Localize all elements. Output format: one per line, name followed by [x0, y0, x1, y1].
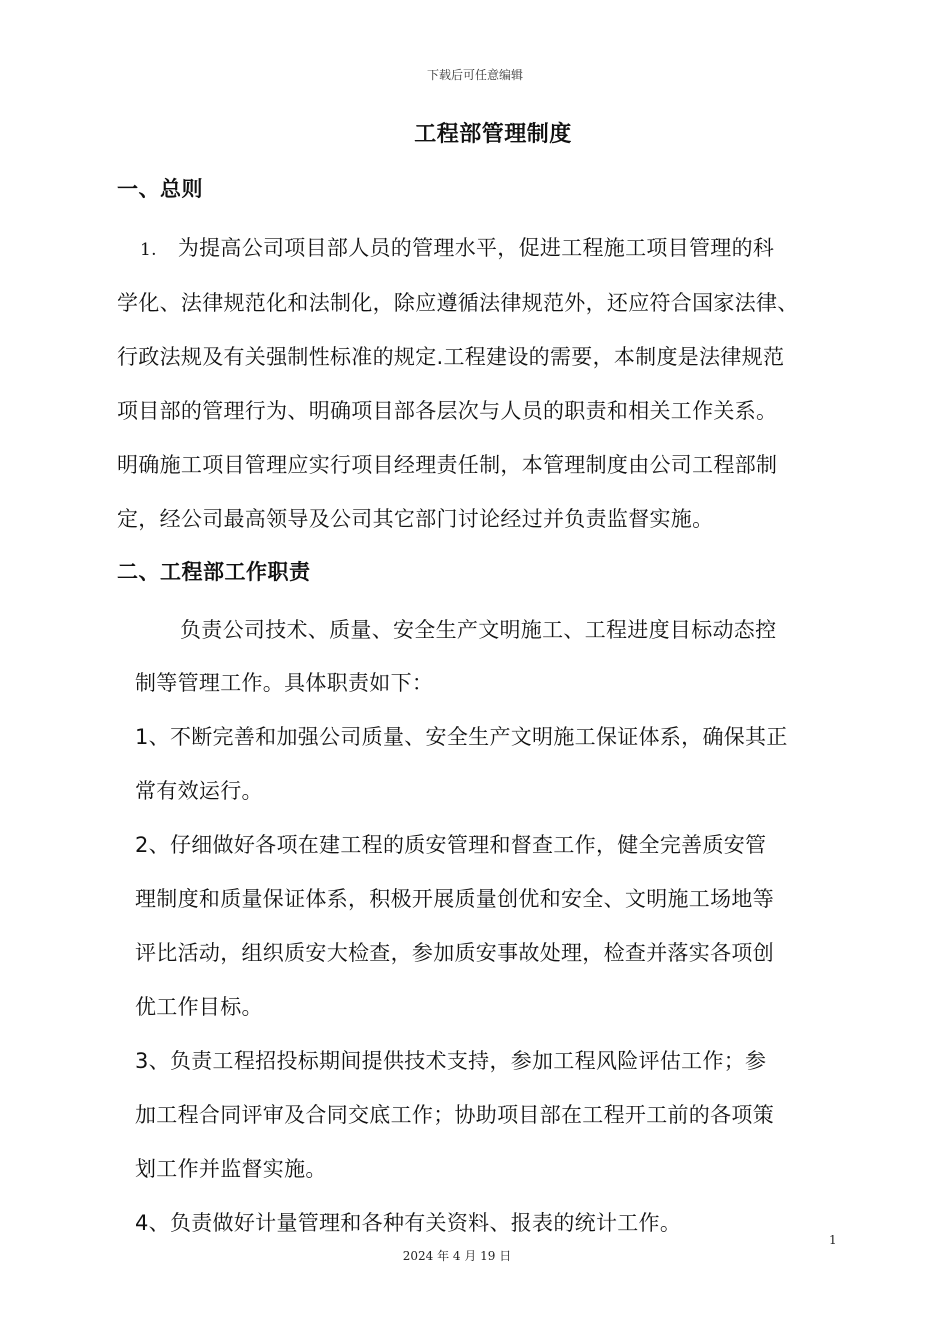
list-item-line: 加工程合同评审及合同交底工作；协助项目部在工程开工前的各项策: [135, 1103, 774, 1127]
page-footer-date: 2024 年 4 月 19 日: [402, 1249, 512, 1263]
list-item-line: 划工作并监督实施。: [135, 1157, 327, 1181]
paragraph-line: [140, 232, 774, 262]
list-item-line: 4、负责做好计量管理和各种有关资料、报表的统计工作。: [135, 1211, 682, 1235]
paragraph-line: 制等管理工作。具体职责如下：: [135, 671, 434, 695]
item-number: 1.: [140, 240, 157, 260]
paragraph-line: 学化、法律规范化和法制化，除应遵循法律规范外，还应符合国家法律、: [117, 291, 799, 315]
list-item-line: 1、不断完善和加强公司质量、安全生产文明施工保证体系，确保其正: [135, 725, 788, 749]
list-item-line: 3、负责工程招投标期间提供技术支持，参加工程风险评估工作；参: [135, 1049, 767, 1073]
list-item-line: 理制度和质量保证体系，积极开展质量创优和安全、文明施工场地等: [135, 887, 774, 911]
paragraph-line: 行政法规及有关强制性标准的规定.工程建设的需要，本制度是法律规范: [117, 345, 785, 369]
page-header: 下载后可任意编辑: [426, 68, 523, 82]
list-item-line: 2、仔细做好各项在建工程的质安管理和督查工作，健全完善质安管: [135, 833, 767, 857]
list-item-line: 常有效运行。: [135, 779, 263, 803]
paragraph-line: 项目部的管理行为、明确项目部各层次与人员的职责和相关工作关系。: [117, 399, 778, 423]
section-heading-duties: 二、工程部工作职责: [117, 560, 311, 584]
paragraph-line: 明确施工项目管理应实行项目经理责任制，本管理制度由公司工程部制: [117, 453, 778, 477]
section-heading-general: 一、总则: [117, 177, 203, 201]
list-item-line: 评比活动，组织质安大检查，参加质安事故处理，检查并落实各项创: [135, 941, 774, 965]
line-text: 为提高公司项目部人员的管理水平，促进工程施工项目管理的科: [177, 236, 775, 260]
page-number: 1: [829, 1233, 837, 1247]
paragraph-line: 负责公司技术、质量、安全生产文明施工、工程进度目标动态控: [180, 618, 777, 642]
document-title: 工程部管理制度: [414, 122, 572, 147]
paragraph-line: 定，经公司最高领导及公司其它部门讨论经过并负责监督实施。: [117, 507, 714, 531]
list-item-line: 优工作目标。: [135, 995, 263, 1019]
